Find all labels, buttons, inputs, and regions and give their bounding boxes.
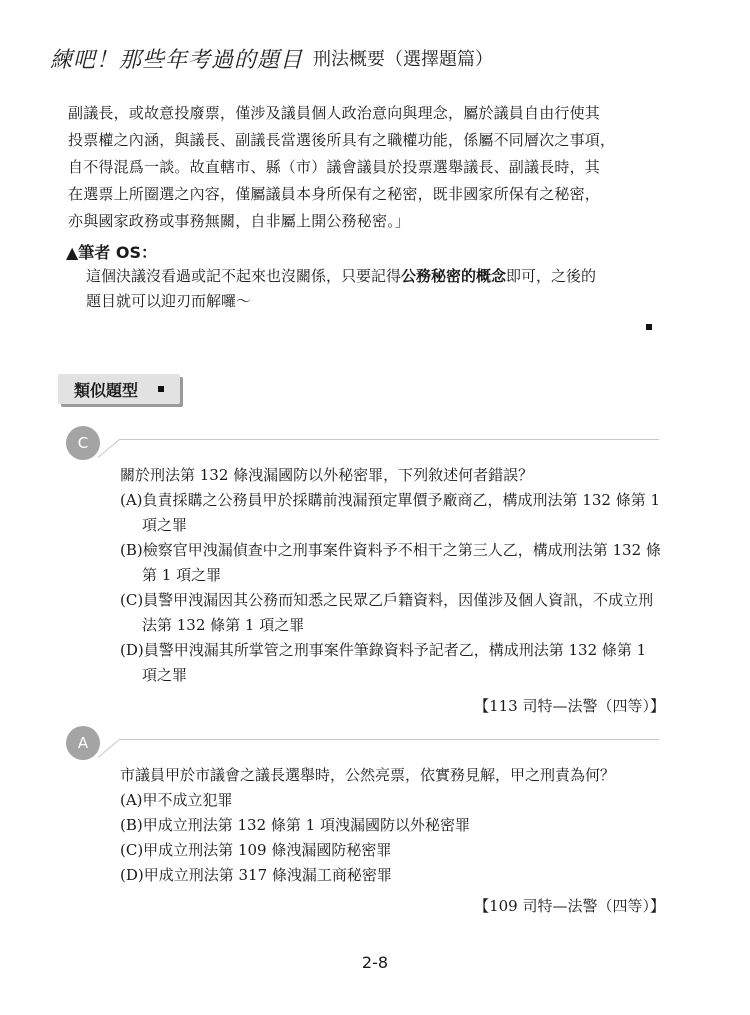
- option-a: (A)甲不成立犯罪: [120, 791, 233, 809]
- quote-line: 投票權之內涵，與議長、副議長當選後所具有之職權功能，係屬不同層次之事項，: [68, 131, 616, 149]
- question-stem: 市議員甲於市議會之議長選舉時，公然亮票，依實務見解，甲之刑責為何？: [120, 766, 616, 784]
- page-number: 2-8: [361, 953, 389, 972]
- divider-line: [98, 439, 120, 458]
- option-d: (D)甲成立刑法第 317 條洩漏工商秘密罪: [120, 866, 392, 884]
- option-b: (B)檢察官甲洩漏偵查中之刑事案件資料予不相干之第三人乙，構成刑法第 132 條第 1 項之罪: [120, 541, 661, 584]
- question-2: [120, 763, 665, 919]
- book-title: 刑法概要（選擇題篇）: [313, 49, 494, 70]
- end-mark-icon: [646, 324, 652, 330]
- author-os-line-1: [86, 264, 676, 289]
- os-text-part: 即可，之後的: [506, 267, 597, 285]
- square-icon: [158, 386, 164, 392]
- series-brand: 練吧！那些年考過的題目: [50, 47, 304, 73]
- author-os-text: [86, 264, 676, 314]
- quote-line: 副議長，或故意投廢票，僅涉及議員個人政治意向與理念，屬於議員自由行使其: [68, 104, 601, 122]
- question-source: 【113 司特—法警（四等）】: [474, 697, 665, 715]
- answer-badge: A: [66, 726, 100, 760]
- divider-line: [119, 739, 659, 740]
- author-os-line-2: 題目就可以迎刃而解囉～: [86, 292, 252, 310]
- author-os-title: ▲筆者 OS：: [66, 243, 158, 262]
- section-tag: [58, 374, 180, 404]
- option-b: (B)甲成立刑法第 132 條第 1 項洩漏國防以外秘密罪: [120, 816, 470, 834]
- option-c: (C)員警甲洩漏因其公務而知悉之民眾乙戶籍資料，因僅涉及個人資訊，不成立刑法第 132 條第 1 項之罪: [120, 591, 654, 634]
- option-c: (C)甲成立刑法第 109 條洩漏國防秘密罪: [120, 841, 392, 859]
- divider-line: [119, 439, 659, 440]
- os-key-concept: 公務秘密的概念: [401, 267, 507, 285]
- answer-badge: C: [66, 426, 100, 460]
- divider-line: [98, 739, 120, 758]
- question-stem: 關於刑法第 132 條洩漏國防以外秘密罪，下列敘述何者錯誤？: [120, 466, 534, 484]
- quote-line: 自不得混爲一談。故直轄市、縣（市）議會議員於投票選舉議長、副議長時，其: [68, 158, 601, 176]
- page-header: [50, 38, 493, 78]
- option-a: (A)負責採購之公務員甲於採購前洩漏預定單價予廠商乙，構成刑法第 132 條第 1 項之罪: [120, 491, 661, 534]
- section-label: 類似題型: [74, 381, 139, 400]
- quote-line: 在選票上所圈選之內容，僅屬議員本身所保有之秘密，既非國家所保有之秘密，: [68, 185, 601, 203]
- os-text-part: 這個決議沒看過或記不起來也沒關係，只要記得: [86, 267, 402, 285]
- option-d: (D)員警甲洩漏其所掌管之刑事案件筆錄資料予記者乙，構成刑法第 132 條第 1 項之罪: [120, 641, 647, 684]
- question-source: 【109 司特—法警（四等）】: [474, 897, 665, 915]
- question-1: [120, 463, 665, 719]
- quoted-resolution: [68, 100, 660, 235]
- quote-line: 亦與國家政務或事務無關，自非屬上開公務秘密。」: [68, 212, 411, 230]
